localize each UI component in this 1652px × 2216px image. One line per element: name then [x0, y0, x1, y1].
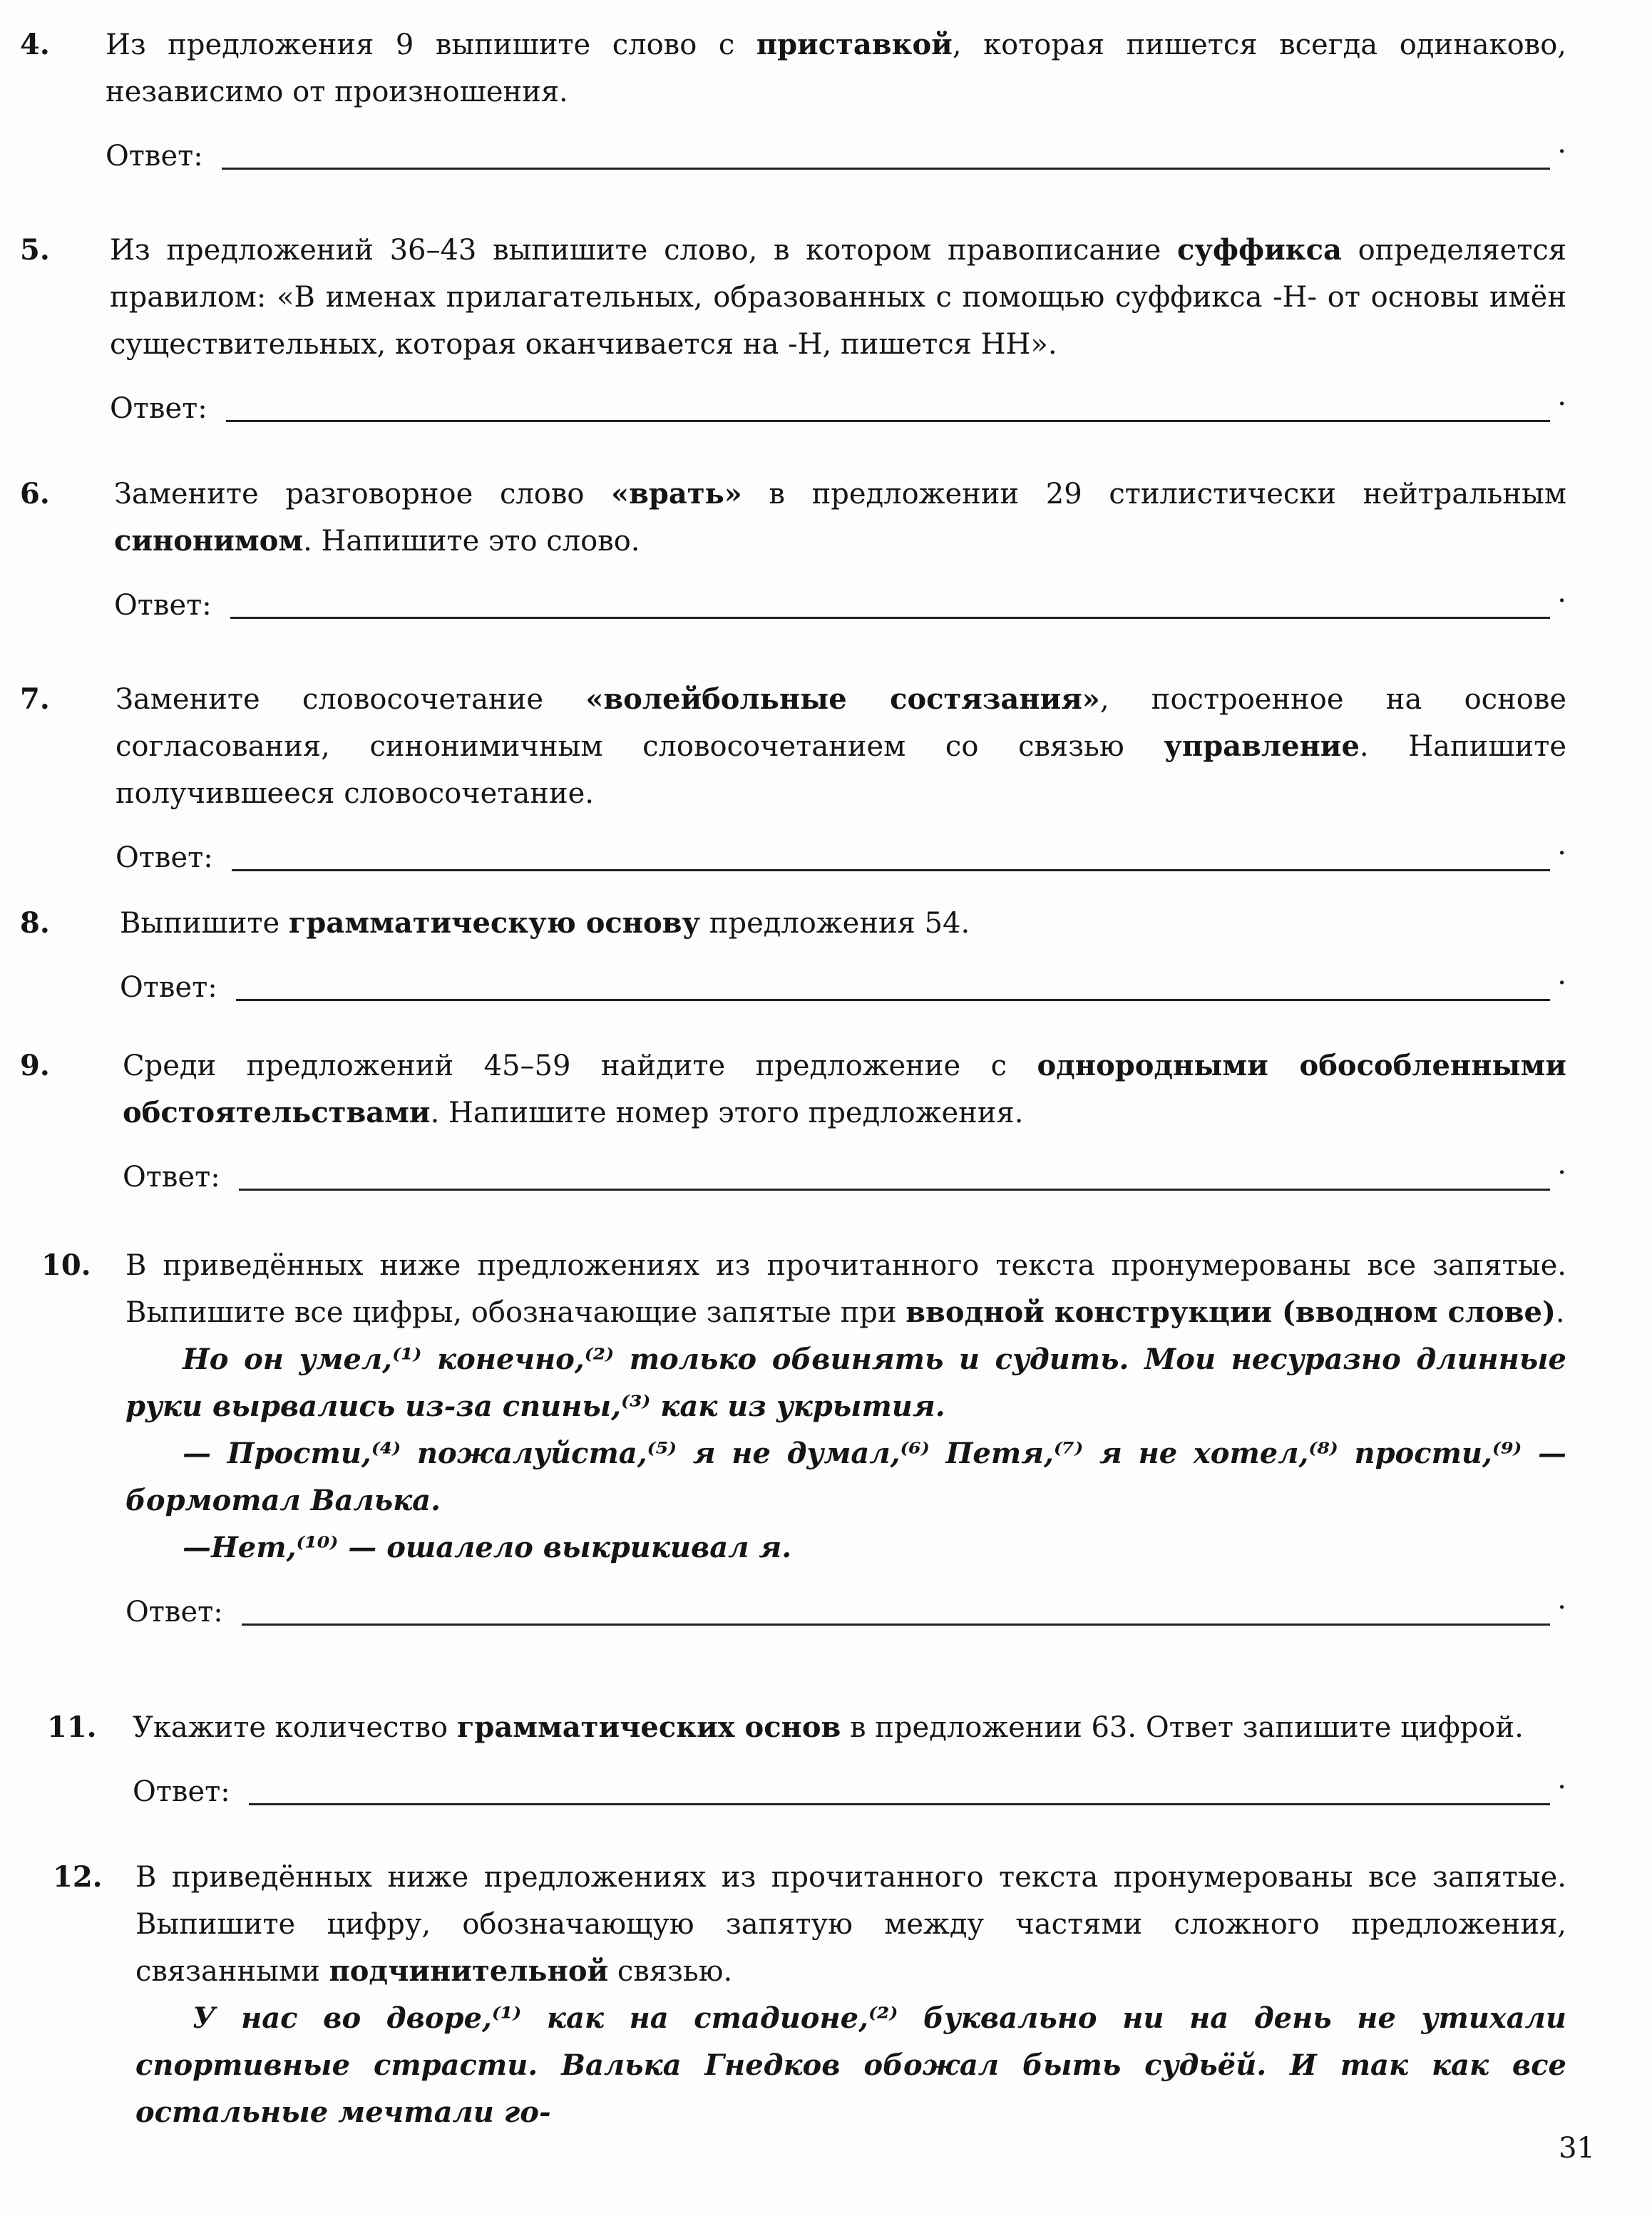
task-question: Из предложения 9 выпишите слово с приставкой, которая пишется всегда одинаково, независимо от произношения. — [106, 28, 1566, 108]
task-question: Замените разговорное слово «врать» в предложении 29 стилистически нейтральным синонимом. Напишите это слово. — [114, 477, 1566, 558]
task-question: В приведённых ниже предложениях из прочитанного текста пронумерованы все запятые. Выпишите все цифры, обозначающие запятые при вводной конструкции (вводном слове). — [125, 1249, 1566, 1329]
answer-label: Ответ: — [110, 392, 207, 425]
task-number: 6. — [20, 477, 50, 511]
task-number: 10. — [41, 1248, 91, 1282]
task-text — [114, 471, 1566, 629]
page-number: 31 — [1559, 2132, 1595, 2165]
answer-label: Ответ: — [125, 1596, 223, 1628]
answer-row: Ответ: . — [106, 133, 1566, 180]
task-number: 4. — [20, 28, 50, 61]
task-number: 11. — [47, 1710, 97, 1744]
answer-field[interactable] — [239, 1187, 1551, 1191]
task-number: 5. — [20, 233, 50, 267]
example-text: — Прости,⁽⁴⁾ пожалуйста,⁽⁵⁾ я не думал,⁽⁶⁾ Петя,⁽⁷⁾ я не хотел,⁽⁸⁾ прости,⁽⁹⁾ — бормотал Валька. — [125, 1437, 1566, 1517]
answer-label: Ответ: — [116, 841, 213, 874]
answer-row: Ответ: . — [110, 385, 1566, 432]
task-number: 12. — [53, 1860, 103, 1894]
task-question: Среди предложений 45–59 найдите предложение с однородными обособленными обстоятельствами. Напишите номер этого предложения. — [123, 1049, 1566, 1129]
answer-row: Ответ: . — [114, 582, 1566, 629]
task-number: 8. — [20, 906, 50, 940]
example-text: Но он умел,⁽¹⁾ конечно,⁽²⁾ только обвинять и судить. Мои несуразно длинные руки вырвались из-за спины,⁽³⁾ как из укрытия. — [125, 1343, 1566, 1423]
answer-label: Ответ: — [120, 971, 217, 1004]
task-question: В приведённых ниже предложениях из прочитанного текста пронумерованы все запятые. Выпишите цифру, обозначающую запятую между частями сложного предложения, связанными подчинительной связью. — [135, 1861, 1566, 1988]
task-question: Из предложений 36–43 выпишите слово, в котором правописание суффикса определяется правилом: «В именах прилагательных, образованных с помощью суффикса -Н- от основы имён существительных, которая оканчивается на -Н, пишется НН». — [110, 233, 1566, 361]
task-question: Укажите количество грамматических основ в предложении 63. Ответ запишите цифрой. — [133, 1710, 1524, 1744]
task-text — [116, 676, 1566, 881]
task-text — [135, 1854, 1566, 2136]
answer-row: Ответ: . — [120, 964, 1566, 1011]
answer-label: Ответ: — [106, 140, 203, 173]
answer-field[interactable] — [230, 615, 1551, 619]
answer-row: Ответ: . — [116, 834, 1566, 881]
task-number: 7. — [20, 682, 50, 716]
task-text — [125, 1242, 1566, 1636]
answer-row: Ответ: . — [125, 1589, 1566, 1636]
task-question: Выпишите грамматическую основу предложения 54. — [120, 906, 970, 940]
answer-row: Ответ: . — [123, 1154, 1566, 1201]
answer-label: Ответ: — [123, 1161, 220, 1194]
answer-field[interactable] — [242, 1622, 1551, 1626]
task-text — [110, 227, 1566, 432]
task-text — [123, 1042, 1566, 1201]
answer-field[interactable] — [232, 868, 1551, 871]
answer-field[interactable] — [236, 997, 1551, 1001]
answer-label: Ответ: — [114, 589, 212, 622]
task-text — [106, 21, 1566, 180]
task-question: Замените словосочетание «волейбольные состязания», построенное на основе согласования, синонимичным словосочетанием со связью управление. Напишите получившееся словосочетание. — [116, 682, 1567, 810]
task-text — [133, 1704, 1566, 1815]
answer-field[interactable] — [222, 166, 1551, 170]
task-text — [120, 900, 1566, 1011]
answer-field[interactable] — [226, 419, 1551, 422]
example-text: —Нет,⁽¹⁰⁾ — ошалело выкрикивал я. — [183, 1531, 792, 1564]
answer-field[interactable] — [249, 1802, 1551, 1805]
answer-row: Ответ: . — [133, 1768, 1566, 1815]
answer-label: Ответ: — [133, 1775, 230, 1808]
example-text: У нас во дворе,⁽¹⁾ как на стадионе,⁽²⁾ буквально ни на день не утихали спортивные страсти. Валька Гнедков обожал быть судьёй. И так как все остальные мечтали го- — [135, 2001, 1566, 2129]
task-number: 9. — [20, 1049, 50, 1082]
